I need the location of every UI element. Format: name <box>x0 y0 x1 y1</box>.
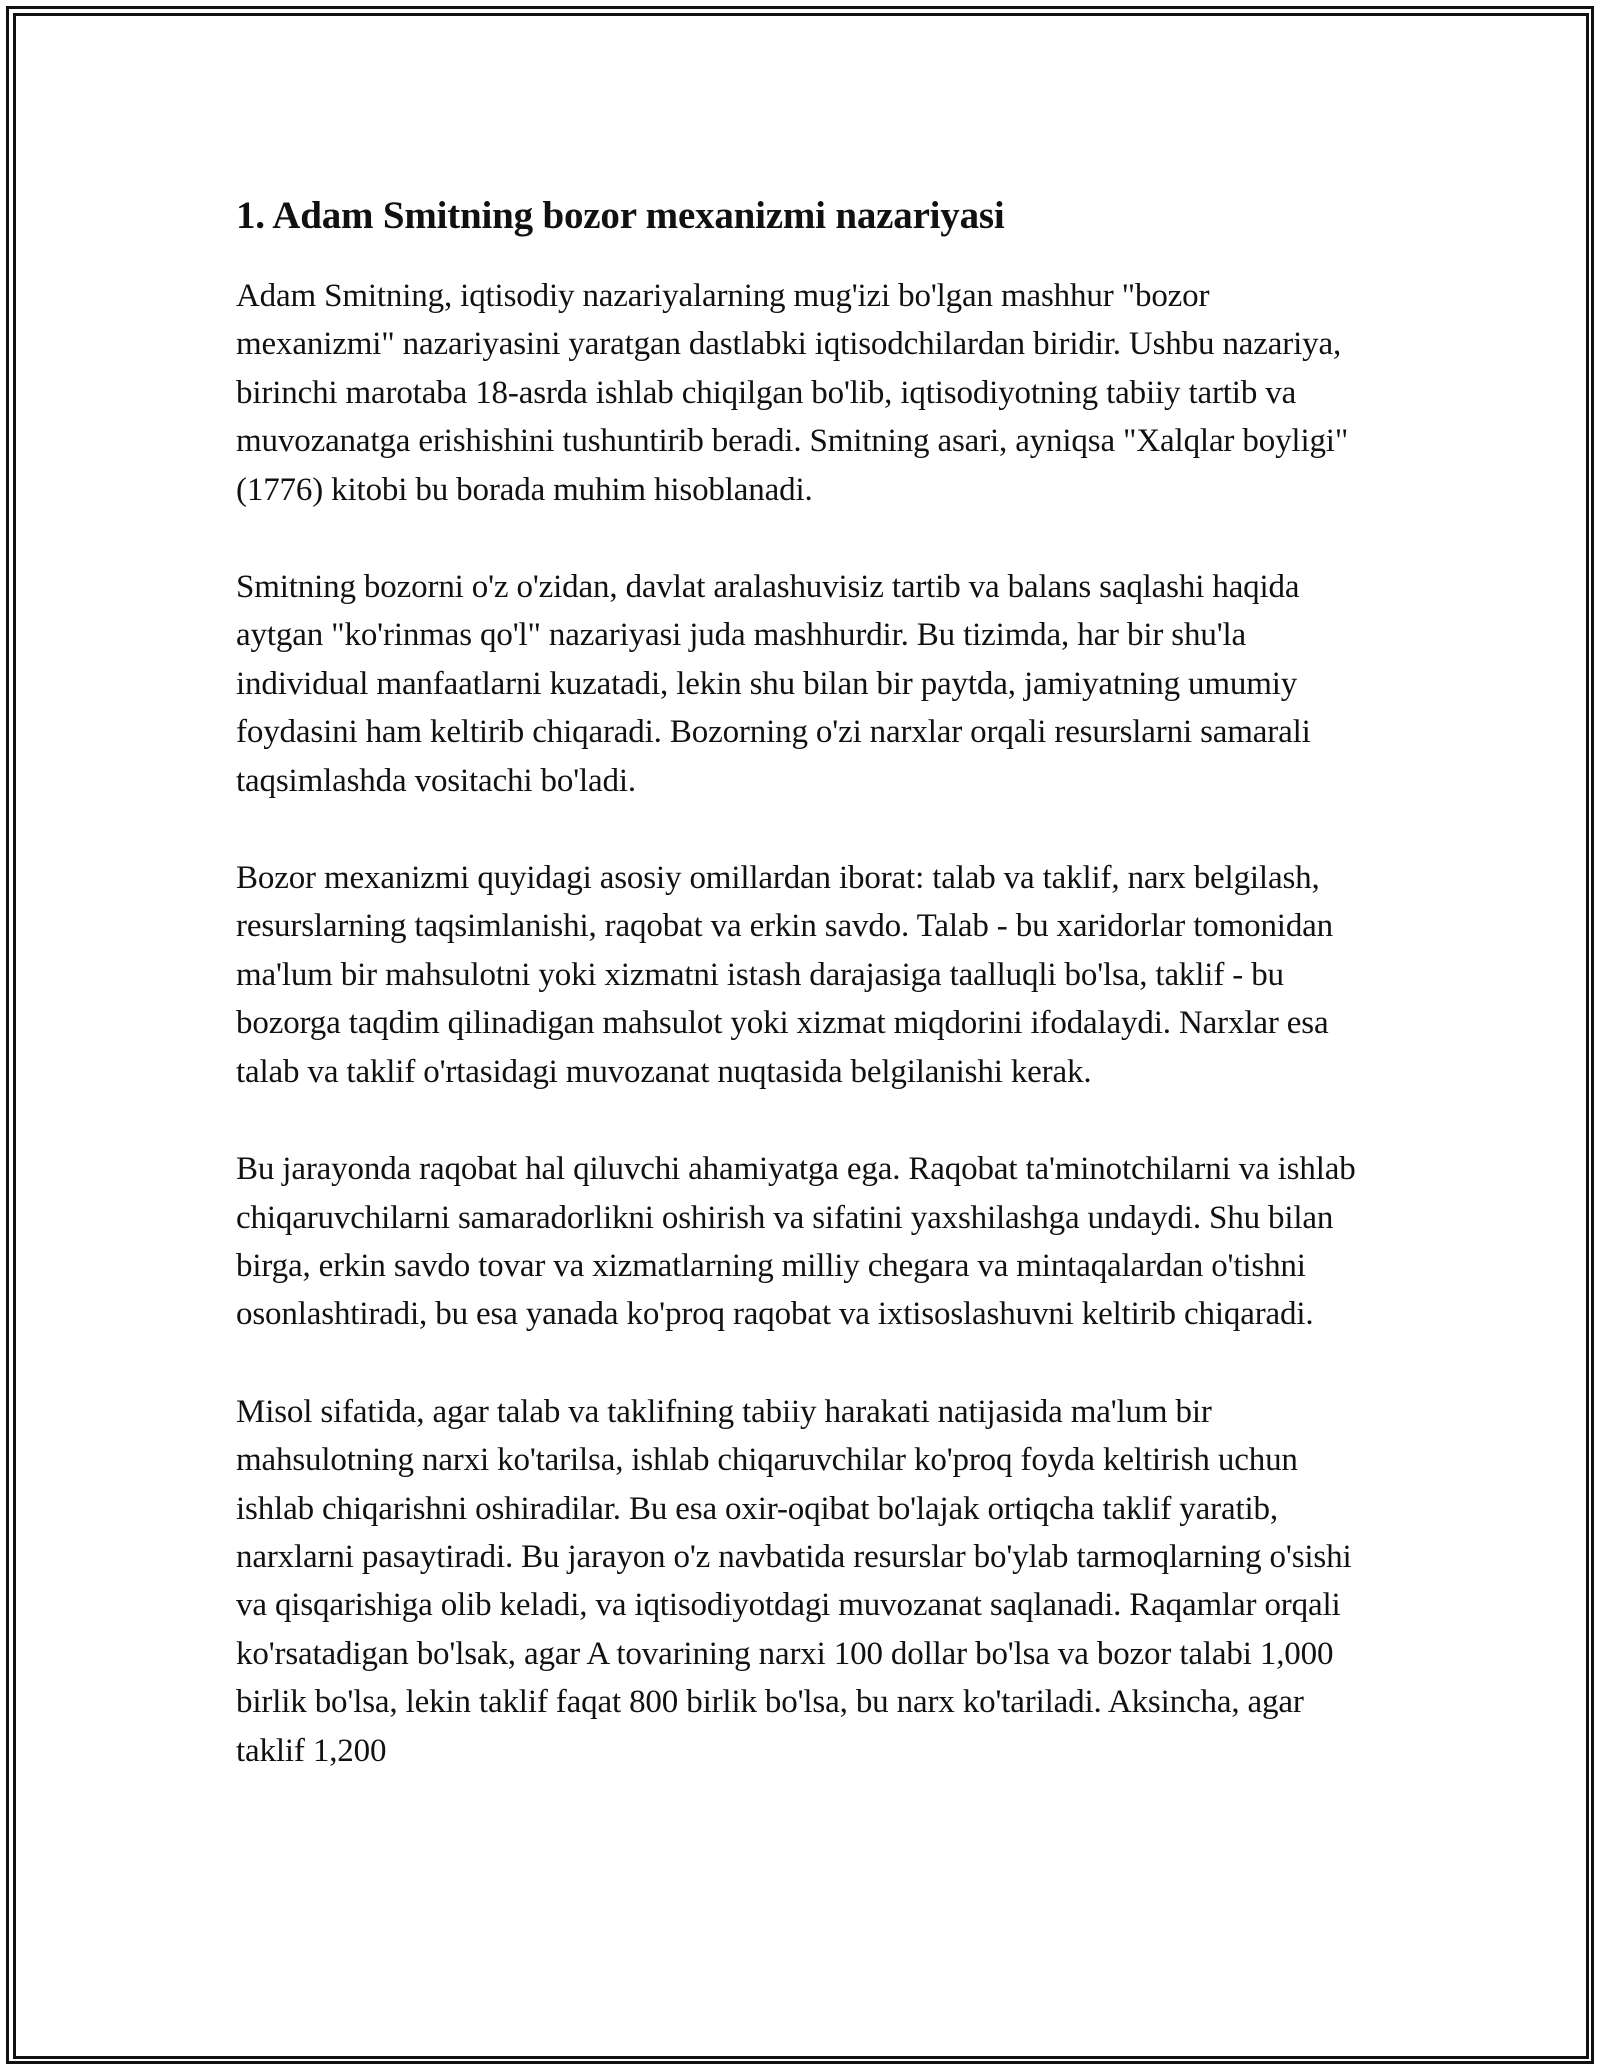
paragraph-introduction: Adam Smitning, iqtisodiy nazariyalarning mug'izi bo'lgan mashhur "bozor mexanizmi" nazariyasini yaratgan dastlabki iqtisodchilardan biridir. Ushbu nazariya, birinchi marotaba 18-asrda ishlab chiqilgan bo'lib, iqtisodiyotning tabiiy tartib va muvozanatga erishishini tushuntirib beradi. Smitning asari, ayniqsa "Xalqlar boyligi" (1776) kitobi bu borada muhim hisoblanadi. <box>236 278 1349 508</box>
paragraph-invisible-hand: Smitning bozorni o'z o'zidan, davlat aralashuvisiz tartib va balans saqlashi haqida aytgan "ko'rinmas qo'l" nazariyasi juda mashhurdir. Bu tizimda, har bir shu'la individual manfaatlarni kuzatadi, lekin shu bilan bir paytda, jamiyatning umumiy foydasini ham keltirib chiqaradi. Bozorning o'zi narxlar orqali resurslarni samarali taqsimlashda vositachi bo'ladi. <box>236 569 1311 799</box>
section-heading: 1. Adam Smitning bozor mexanizmi nazariyasi <box>236 194 1005 237</box>
paragraph-competition: Bu jarayonda raqobat hal qiluvchi ahamiyatga ega. Raqobat ta'minotchilarni va ishlab chiqaruvchilarni samaradorlikni oshirish va sifatini yaxshilashga undaydi. Shu bilan birga, erkin savdo tovar va xizmatlarning milliy chegara va mintaqalardan o'tishni osonlashtiradi, bu esa yanada ko'proq raqobat va ixtisoslashuvni keltirib chiqaradi. <box>236 1151 1356 1333</box>
document-page <box>236 186 1361 1824</box>
paragraph-market-factors: Bozor mexanizmi quyidagi asosiy omillardan iborat: talab va taklif, narx belgilash, resurslarning taqsimlanishi, raqobat va erkin savdo. Talab - bu xaridorlar tomonidan ma'lum bir mahsulotni yoki xizmatni istash darajasiga taalluqli bo'lsa, taklif - bu bozorga taqdim qilinadigan mahsulot yoki xizmat miqdorini ifodalaydi. Narxlar esa talab va taklif o'rtasidagi muvozanat nuqtasida belgilanishi kerak. <box>236 860 1334 1090</box>
paragraph-example: Misol sifatida, agar talab va taklifning tabiiy harakati natijasida ma'lum bir mahsulotning narxi ko'tarilsa, ishlab chiqaruvchilar ko'proq foyda keltirish uchun ishlab chiqarishni oshiradilar. Bu esa oxir-oqibat bo'lajak ortiqcha taklif yaratib, narxlarni pasaytiradi. Bu jarayon o'z navbatida resurslar bo'ylab tarmoqlarning o'sishi va qisqarishiga olib keladi, va iqtisodiyotdagi muvozanat saqlanadi. Raqamlar orqali ko'rsatadigan bo'lsak, agar A tovarining narxi 100 dollar bo'lsa va bozor talabi 1,000 birlik bo'lsa, lekin taklif faqat 800 birlik bo'lsa, bu narx ko'tariladi. Aksincha, agar taklif 1,200 <box>236 1393 1352 1769</box>
